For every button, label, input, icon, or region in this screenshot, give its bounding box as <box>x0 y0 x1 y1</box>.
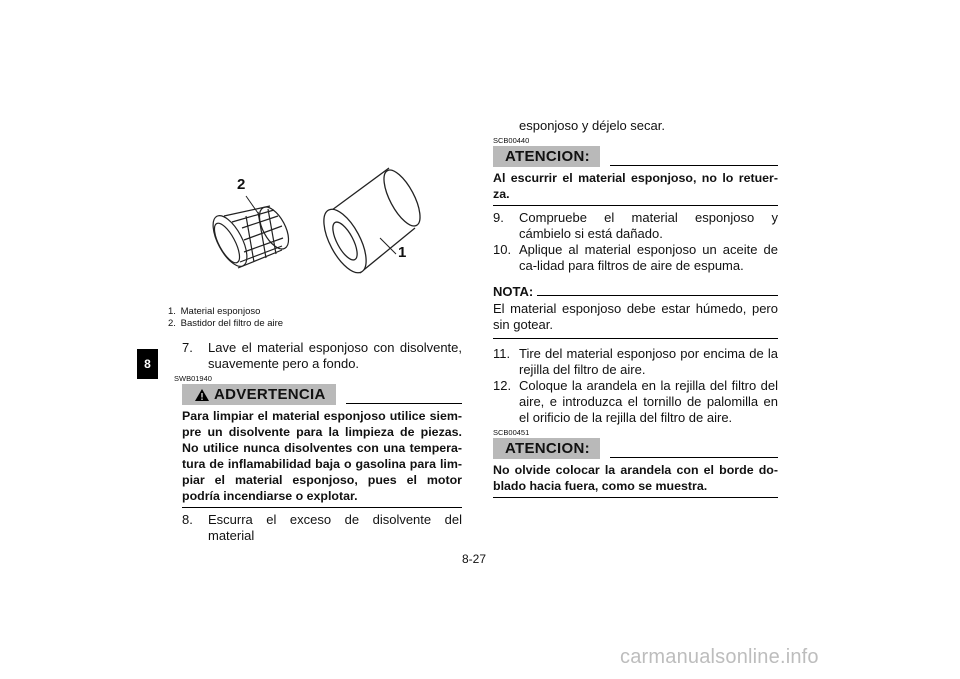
step-7: 7. Lave el material esponjoso con disolvente, suavemente pero a fondo. <box>182 340 462 371</box>
caution-code-1: SCB00440 <box>493 136 530 145</box>
step-12: 12. Coloque la arandela en la rejilla del filtro del aire, e introduzca el tornillo de palomilla en el orificio de la rejilla del filtro de aire. <box>493 378 778 425</box>
nota-text: El material esponjoso debe estar húmedo, pero sin gotear. <box>493 299 778 339</box>
step-8-continued: esponjoso y déjelo secar. <box>519 118 665 133</box>
warning-triangle-icon <box>194 388 210 402</box>
caution-header-1 <box>493 146 778 167</box>
caution-banner-1: ATENCION: <box>493 146 600 167</box>
caution-header-2 <box>493 438 778 459</box>
nota-label: NOTA: <box>493 284 534 299</box>
callout-1: 1 <box>398 244 407 261</box>
caution-text-1: Al escurrir el material esponjoso, no lo retuer-za. <box>493 167 778 206</box>
warning-rule <box>346 403 462 404</box>
figure-legend <box>168 306 462 330</box>
caution-text-2: No olvide colocar la arandela con el borde do-blado hacia fuera, como se muestra. <box>493 459 778 498</box>
step-10: 10. Aplique al material esponjoso un aceite de ca-lidad para filtros de aire de espuma. <box>493 242 778 273</box>
page-number: 8-27 <box>462 552 487 566</box>
air-filter-illustration <box>182 158 462 304</box>
air-filter-figure <box>182 158 462 304</box>
nota-header <box>493 284 778 299</box>
caution-banner-2: ATENCION: <box>493 438 600 459</box>
nota-rule <box>537 295 778 296</box>
step-8: 8. Escurra el exceso de disolvente del material <box>182 512 462 543</box>
warning-banner: ADVERTENCIA <box>182 384 336 405</box>
callout-2: 2 <box>237 176 246 193</box>
warning-text: Para limpiar el material esponjoso utilice siem-pre un disolvente para la limpieza de piezas. No utilice nunca disolventes con una tempera-tura de inflamabilidad baja o gasolina para lim-piar el material esponjoso, pues el motor podría incendiarse o explotar. <box>182 405 462 508</box>
caution-code-2: SCB00451 <box>493 428 530 437</box>
warning-header <box>182 384 462 405</box>
chapter-tab: 8 <box>137 349 158 379</box>
legend-item: 2. Bastidor del filtro de aire <box>168 318 284 329</box>
step-9: 9. Compruebe el material esponjoso y cámbielo si está dañado. <box>493 210 778 241</box>
left-column <box>168 158 462 544</box>
caution-rule-2 <box>610 457 778 458</box>
filter-cage-drawing <box>206 203 294 272</box>
legend-item: 1. Material esponjoso <box>168 306 261 317</box>
caution-rule-1 <box>610 165 778 166</box>
warning-code: SWB01940 <box>174 374 212 383</box>
watermark: carmanualsonline.info <box>620 646 819 668</box>
right-column <box>493 118 778 502</box>
step-11: 11. Tire del material esponjoso por encima de la rejilla del filtro de aire. <box>493 346 778 377</box>
foam-element-drawing <box>315 165 427 279</box>
